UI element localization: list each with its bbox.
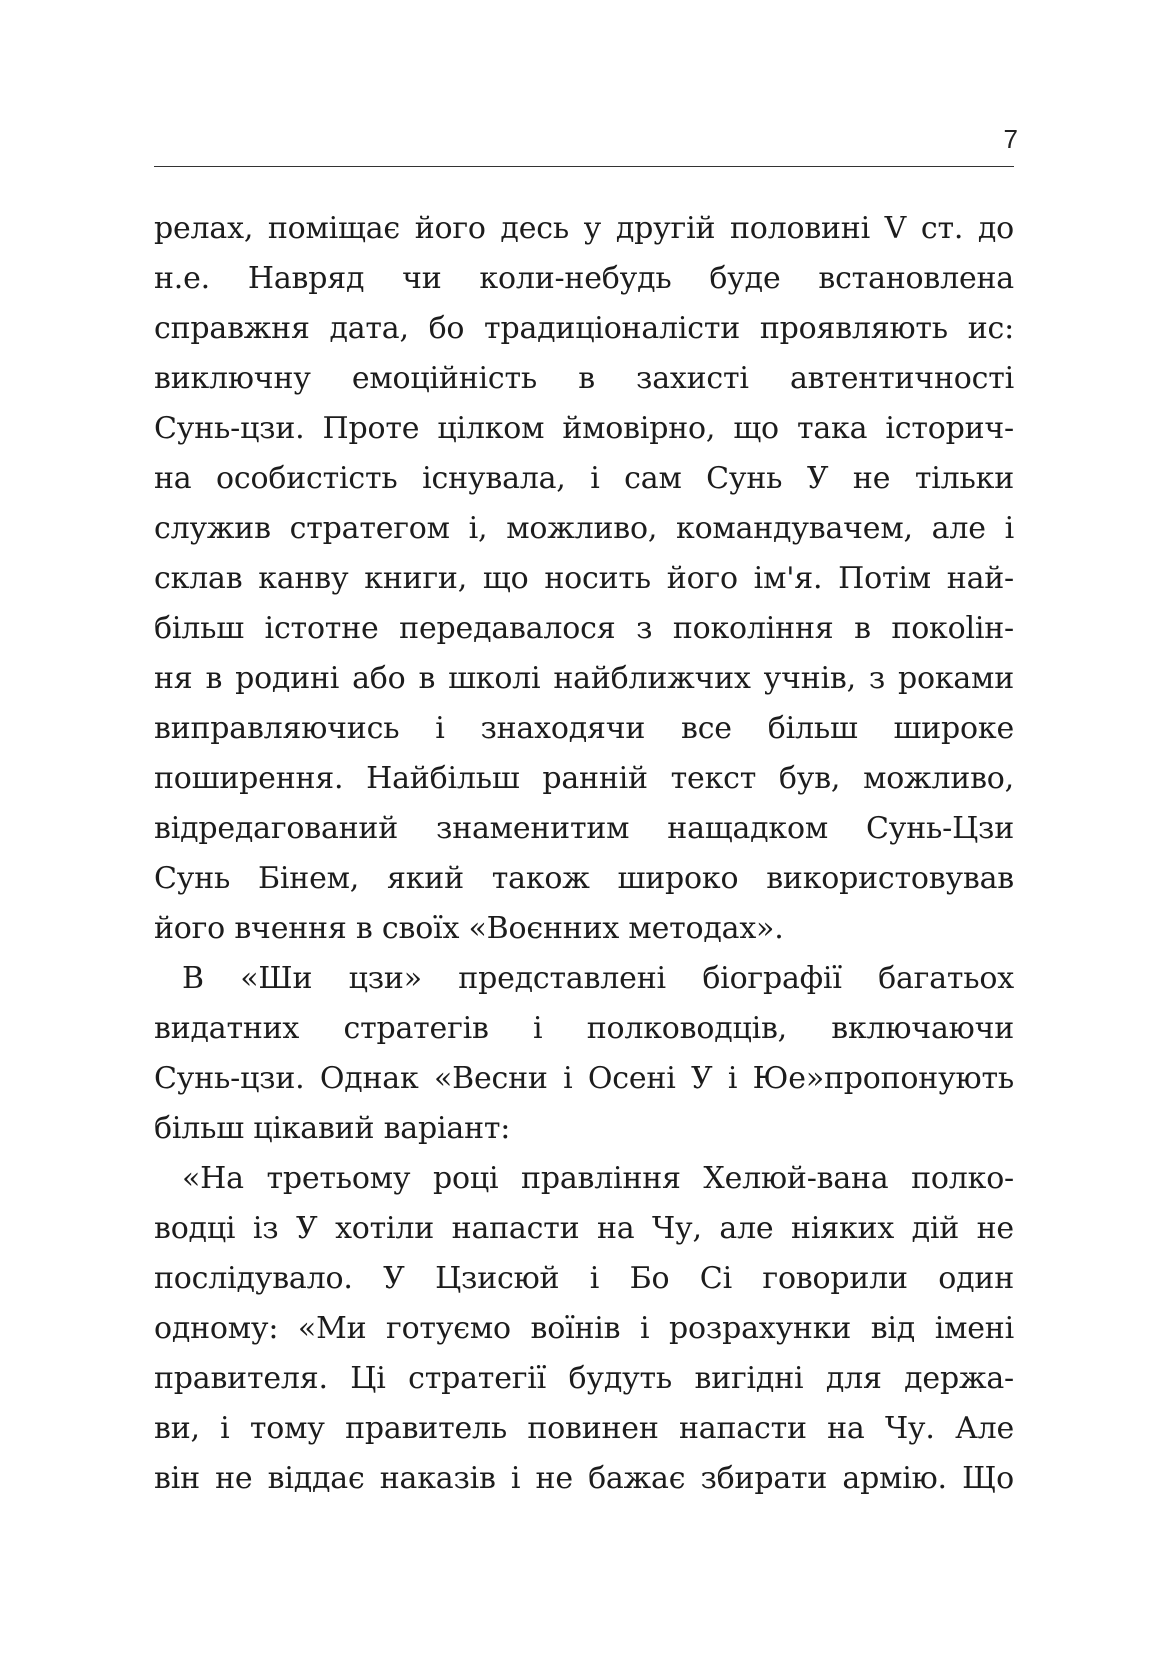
text-line: одному: «Ми готуємо воїнів і розрахунки від імені [154,1311,1014,1346]
text-line: служив стратегом і, можливо, командувачем, але і [154,511,1014,546]
text-line: виключну емоційність в захисті автентичності [154,361,1014,396]
text-line: його вчення в своїх «Воєнних методах». [154,911,784,946]
text-line: ня в родині або в школі найближчих учнів, з роками [154,661,1014,696]
text-line: Сунь-цзи. Проте цілком ймовірно, що така історич- [154,411,1014,446]
text-line: послідувало. У Цзисюй і Бо Сі говорили один [154,1261,1014,1296]
page-number: 7 [1003,124,1018,154]
text-line: на особистість існувала, і сам Сунь У не тільки [154,461,1014,496]
text-line: Сунь-цзи. Однак «Весни і Осені У і Юе»пропонують [154,1061,1014,1096]
text-line: склав канву книги, що носить його ім'я. Потім най- [154,561,1014,596]
text-line: справжня дата, бо традиціоналісти проявляють ис: [154,311,1014,346]
text-line: більш цікавий варіант: [154,1111,511,1146]
text-line: н.е. Навряд чи коли-небудь буде встановлена [154,261,1014,296]
text-line: Сунь Бінем, який також широко використовував [154,861,1014,896]
text-line: «На третьому році правління Хелюй-вана полко- [182,1161,1014,1196]
text-line: релах, поміщає його десь у другій половині V ст. до [154,211,1014,246]
text-line: ви, і тому правитель повинен напасти на Чу. Але [154,1411,1014,1446]
header-rule [154,166,1014,167]
text-line: водці із У хотіли напасти на Чу, але ніяких дій не [154,1211,1014,1246]
body-text [154,204,1014,1504]
text-line: більш істотне передавалося з покоління в покolін- [154,611,1014,646]
text-line: поширення. Найбільш ранній текст був, можливо, [154,761,1014,796]
text-line: виправляючись і знаходячи все більш широке [154,711,1014,746]
text-line: правителя. Ці стратегії будуть вигідні для держа- [154,1361,1014,1396]
text-line: відредагований знаменитим нащадком Сунь-Цзи [154,811,1014,846]
text-line: він не віддає наказів і не бажає збирати армію. Що [154,1461,1014,1496]
text-line: В «Ши цзи» представлені біографії багатьох [182,961,1014,996]
text-line: видатних стратегів і полководців, включаючи [154,1011,1014,1046]
